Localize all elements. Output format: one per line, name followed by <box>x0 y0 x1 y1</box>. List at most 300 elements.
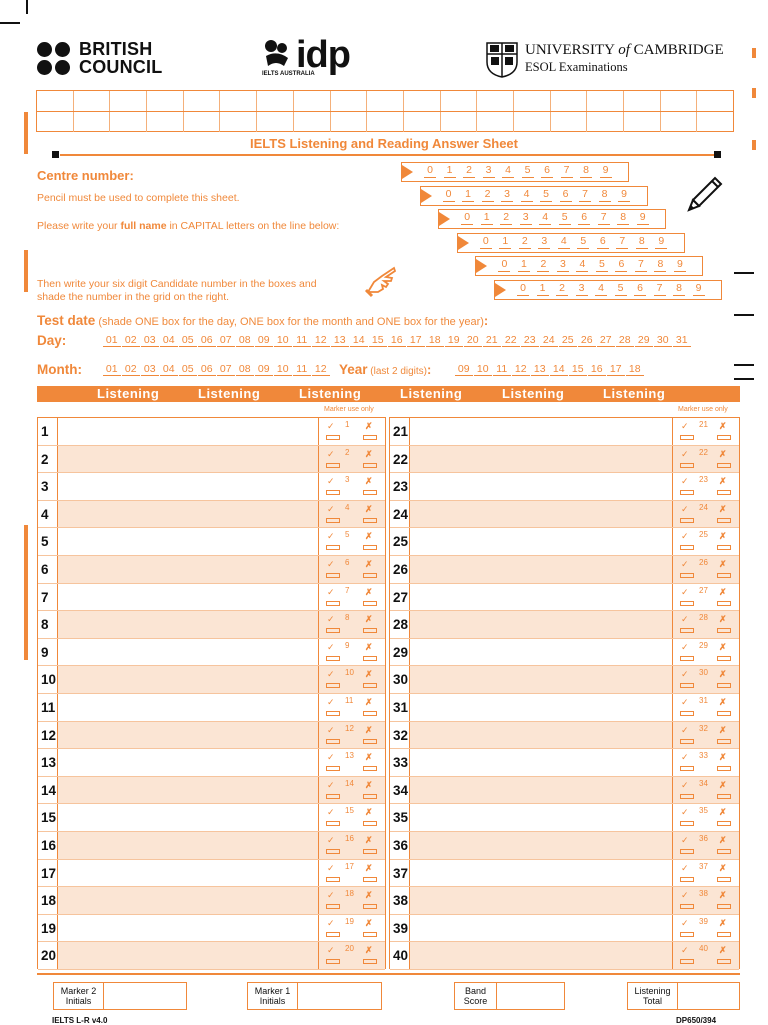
digit-option[interactable]: 7 <box>635 258 647 272</box>
incorrect-mark-box[interactable] <box>363 518 377 523</box>
incorrect-mark-box[interactable] <box>363 601 377 606</box>
digit-option[interactable]: 6 <box>615 258 627 272</box>
listening-total-box[interactable]: Listening Total <box>627 982 740 1010</box>
incorrect-mark-box[interactable] <box>363 959 377 964</box>
digit-option[interactable]: 4 <box>576 258 588 272</box>
name-letter-box[interactable] <box>331 112 368 132</box>
answer-field[interactable] <box>410 749 671 776</box>
correct-mark-box[interactable] <box>680 739 694 744</box>
answer-field[interactable] <box>58 556 317 583</box>
digit-option[interactable]: 9 <box>618 188 630 202</box>
correct-mark-box[interactable] <box>680 849 694 854</box>
correct-mark-box[interactable] <box>326 821 340 826</box>
digit-option[interactable]: 0 <box>424 164 436 178</box>
answer-field[interactable] <box>58 639 317 666</box>
row-pointer-icon <box>495 283 506 297</box>
date-option[interactable]: 24 <box>540 334 558 347</box>
incorrect-mark-box[interactable] <box>363 794 377 799</box>
answer-field[interactable] <box>58 915 317 942</box>
candidate-digit-row[interactable] <box>420 186 648 206</box>
name-letter-box[interactable] <box>184 112 221 132</box>
date-option[interactable]: 14 <box>550 363 568 376</box>
name-letter-box[interactable] <box>331 91 368 111</box>
correct-mark-box[interactable] <box>326 932 340 937</box>
name-letter-box[interactable] <box>220 91 257 111</box>
name-letter-box[interactable] <box>587 91 624 111</box>
digit-option[interactable]: 0 <box>461 211 473 225</box>
date-option[interactable]: 30 <box>654 334 672 347</box>
answer-field[interactable] <box>410 473 671 500</box>
date-option[interactable]: 15 <box>369 334 387 347</box>
correct-mark-box[interactable] <box>326 628 340 633</box>
name-letter-box[interactable] <box>514 112 551 132</box>
correct-mark-box[interactable] <box>326 545 340 550</box>
answer-field[interactable] <box>410 556 671 583</box>
digit-option[interactable]: 1 <box>481 211 493 225</box>
incorrect-mark-box[interactable] <box>717 877 731 882</box>
date-option[interactable]: 06 <box>198 334 216 347</box>
answer-field[interactable] <box>58 666 317 693</box>
digit-option[interactable]: 0 <box>498 258 510 272</box>
date-option[interactable]: 13 <box>331 334 349 347</box>
digit-option[interactable]: 1 <box>537 282 549 296</box>
question-number: 25 <box>390 528 410 555</box>
answer-field[interactable] <box>410 777 671 804</box>
correct-mark-box[interactable] <box>326 463 340 468</box>
date-option[interactable]: 03 <box>141 334 159 347</box>
correct-mark-box[interactable] <box>680 959 694 964</box>
answer-field[interactable] <box>58 749 317 776</box>
date-option[interactable]: 08 <box>236 363 254 376</box>
answer-field[interactable] <box>58 611 317 638</box>
digit-option[interactable]: 9 <box>637 211 649 225</box>
candidate-digit-row[interactable] <box>475 256 703 276</box>
incorrect-mark-box[interactable] <box>717 959 731 964</box>
name-letter-box[interactable] <box>587 112 624 132</box>
digit-option[interactable]: 4 <box>521 188 533 202</box>
correct-mark-box[interactable] <box>326 435 340 440</box>
answer-field[interactable] <box>58 501 317 528</box>
date-option[interactable]: 21 <box>483 334 501 347</box>
digit-option[interactable]: 8 <box>673 282 685 296</box>
date-option[interactable]: 23 <box>521 334 539 347</box>
digit-option[interactable]: 6 <box>541 164 553 178</box>
incorrect-mark-box[interactable] <box>717 739 731 744</box>
name-letter-box[interactable] <box>514 91 551 111</box>
rule-end-mark <box>714 151 721 158</box>
name-letter-box[interactable] <box>110 112 147 132</box>
incorrect-mark-box[interactable] <box>717 683 731 688</box>
candidate-digit-row[interactable] <box>457 233 685 253</box>
candidate-digit-row[interactable] <box>401 162 629 182</box>
name-letter-box[interactable] <box>220 112 257 132</box>
answer-field[interactable] <box>410 584 671 611</box>
correct-mark-box[interactable] <box>680 545 694 550</box>
date-option[interactable]: 26 <box>578 334 596 347</box>
question-number: 28 <box>390 611 410 638</box>
incorrect-mark-box[interactable] <box>363 932 377 937</box>
digit-option[interactable]: 6 <box>634 282 646 296</box>
digit-option[interactable]: 9 <box>674 258 686 272</box>
incorrect-mark-box[interactable] <box>363 628 377 633</box>
name-boxes[interactable] <box>36 90 734 132</box>
digit-option[interactable]: 5 <box>596 258 608 272</box>
digit-option[interactable]: 8 <box>599 188 611 202</box>
incorrect-mark-box[interactable] <box>363 877 377 882</box>
digit-option[interactable]: 5 <box>615 282 627 296</box>
digit-option[interactable]: 2 <box>463 164 475 178</box>
incorrect-mark-box[interactable] <box>363 739 377 744</box>
name-letter-box[interactable] <box>74 112 111 132</box>
date-option[interactable]: 19 <box>445 334 463 347</box>
date-option[interactable]: 07 <box>217 363 235 376</box>
answer-field[interactable] <box>58 584 317 611</box>
name-letter-box[interactable] <box>697 91 733 111</box>
digit-option[interactable]: 8 <box>654 258 666 272</box>
date-option[interactable]: 05 <box>179 363 197 376</box>
digit-option[interactable]: 7 <box>616 235 628 249</box>
date-option[interactable]: 03 <box>141 363 159 376</box>
answer-row <box>390 722 739 750</box>
correct-mark-box[interactable] <box>680 435 694 440</box>
answer-field[interactable] <box>58 473 317 500</box>
name-letter-box[interactable] <box>367 112 404 132</box>
answer-field[interactable] <box>58 887 317 914</box>
digit-option[interactable]: 3 <box>520 211 532 225</box>
date-option[interactable]: 11 <box>293 363 311 376</box>
name-letter-box[interactable] <box>404 112 441 132</box>
name-letter-box[interactable] <box>477 91 514 111</box>
date-option[interactable]: 17 <box>607 363 625 376</box>
correct-mark-box[interactable] <box>680 490 694 495</box>
incorrect-mark-box[interactable] <box>717 766 731 771</box>
answer-field[interactable] <box>58 777 317 804</box>
correct-mark-box[interactable] <box>680 821 694 826</box>
incorrect-mark-box[interactable] <box>363 545 377 550</box>
digit-option[interactable]: 9 <box>600 164 612 178</box>
correct-mark-box[interactable] <box>326 877 340 882</box>
date-option[interactable]: 18 <box>426 334 444 347</box>
digit-option[interactable]: 8 <box>580 164 592 178</box>
date-option[interactable]: 25 <box>559 334 577 347</box>
name-letter-box[interactable] <box>257 112 294 132</box>
date-option[interactable]: 29 <box>635 334 653 347</box>
incorrect-mark-box[interactable] <box>363 766 377 771</box>
digit-option[interactable]: 3 <box>557 258 569 272</box>
name-letter-box[interactable] <box>74 91 111 111</box>
answer-field[interactable] <box>58 418 317 445</box>
digit-option[interactable]: 6 <box>578 211 590 225</box>
name-letter-box[interactable] <box>551 91 588 111</box>
correct-mark-box[interactable] <box>680 711 694 716</box>
correct-mark-box[interactable] <box>326 656 340 661</box>
correct-mark-box[interactable] <box>680 877 694 882</box>
digit-option[interactable]: 4 <box>558 235 570 249</box>
marker-question-number: 26 <box>699 558 708 567</box>
correct-mark-box[interactable] <box>680 573 694 578</box>
digit-option[interactable]: 5 <box>559 211 571 225</box>
incorrect-mark-box[interactable] <box>363 490 377 495</box>
digit-option[interactable]: 7 <box>598 211 610 225</box>
digit-option[interactable]: 2 <box>519 235 531 249</box>
date-option[interactable]: 16 <box>388 334 406 347</box>
digit-option[interactable]: 1 <box>518 258 530 272</box>
date-option[interactable]: 15 <box>569 363 587 376</box>
answer-field[interactable] <box>410 418 671 445</box>
name-letter-box[interactable] <box>697 112 733 132</box>
incorrect-mark-box[interactable] <box>717 849 731 854</box>
answer-field[interactable] <box>410 666 671 693</box>
year-options[interactable] <box>455 363 645 376</box>
marker2-initials-box[interactable]: Marker 2 Initials <box>53 982 187 1010</box>
name-letter-box[interactable] <box>624 112 661 132</box>
incorrect-mark-box[interactable] <box>363 683 377 688</box>
name-letter-box[interactable] <box>551 112 588 132</box>
incorrect-mark-box[interactable] <box>717 490 731 495</box>
answer-row <box>38 777 385 805</box>
digit-option[interactable]: 4 <box>539 211 551 225</box>
answer-field[interactable] <box>58 446 317 473</box>
correct-mark-box[interactable] <box>680 656 694 661</box>
date-option[interactable]: 08 <box>236 334 254 347</box>
name-letter-box[interactable] <box>257 91 294 111</box>
date-option[interactable]: 28 <box>616 334 634 347</box>
date-option[interactable]: 20 <box>464 334 482 347</box>
answer-field[interactable] <box>410 915 671 942</box>
date-option[interactable]: 12 <box>312 334 330 347</box>
name-letter-box[interactable] <box>184 91 221 111</box>
row-pointer-icon <box>421 189 432 203</box>
incorrect-mark-box[interactable] <box>717 821 731 826</box>
answer-field[interactable] <box>410 860 671 887</box>
day-label: Day: <box>37 333 67 348</box>
answer-field[interactable] <box>410 804 671 831</box>
date-option[interactable]: 17 <box>407 334 425 347</box>
digit-option[interactable]: 5 <box>540 188 552 202</box>
incorrect-mark-box[interactable] <box>363 463 377 468</box>
incorrect-mark-box[interactable] <box>363 656 377 661</box>
name-letter-box[interactable] <box>661 91 698 111</box>
correct-mark-box[interactable] <box>326 573 340 578</box>
digit-option[interactable]: 2 <box>556 282 568 296</box>
date-option[interactable]: 09 <box>455 363 473 376</box>
correct-mark-box[interactable] <box>326 490 340 495</box>
answer-field[interactable] <box>410 832 671 859</box>
date-option[interactable]: 11 <box>493 363 511 376</box>
name-letter-box[interactable] <box>477 112 514 132</box>
date-option[interactable]: 18 <box>626 363 644 376</box>
correct-mark-box[interactable] <box>680 932 694 937</box>
date-option[interactable]: 04 <box>160 363 178 376</box>
date-option[interactable]: 10 <box>274 363 292 376</box>
correct-mark-box[interactable] <box>326 766 340 771</box>
incorrect-mark-box[interactable] <box>717 601 731 606</box>
date-option[interactable]: 02 <box>122 334 140 347</box>
answer-field[interactable] <box>410 611 671 638</box>
digit-option[interactable]: 1 <box>499 235 511 249</box>
date-option[interactable]: 13 <box>531 363 549 376</box>
correct-mark-box[interactable] <box>326 849 340 854</box>
footer <box>37 973 740 1015</box>
digit-option[interactable]: 6 <box>597 235 609 249</box>
digit-option[interactable]: 7 <box>579 188 591 202</box>
name-letter-box[interactable] <box>367 91 404 111</box>
tick-icon: ✓ <box>327 862 335 873</box>
digit-option[interactable]: 5 <box>577 235 589 249</box>
incorrect-mark-box[interactable] <box>363 904 377 909</box>
correct-mark-box[interactable] <box>326 518 340 523</box>
digit-option[interactable]: 2 <box>500 211 512 225</box>
date-option[interactable]: 06 <box>198 363 216 376</box>
correct-mark-box[interactable] <box>680 463 694 468</box>
digit-option[interactable]: 9 <box>655 235 667 249</box>
answer-field[interactable] <box>410 528 671 555</box>
incorrect-mark-box[interactable] <box>363 821 377 826</box>
date-option[interactable]: 01 <box>103 363 121 376</box>
date-option[interactable]: 14 <box>350 334 368 347</box>
digit-option[interactable]: 7 <box>654 282 666 296</box>
correct-mark-box[interactable] <box>680 601 694 606</box>
digit-option[interactable]: 3 <box>483 164 495 178</box>
date-option[interactable]: 09 <box>255 363 273 376</box>
digit-option[interactable]: 3 <box>576 282 588 296</box>
correct-mark-box[interactable] <box>680 766 694 771</box>
incorrect-mark-box[interactable] <box>717 518 731 523</box>
digit-option[interactable]: 9 <box>693 282 705 296</box>
answer-field[interactable] <box>410 722 671 749</box>
name-letter-box[interactable] <box>441 91 478 111</box>
date-option[interactable]: 04 <box>160 334 178 347</box>
name-letter-box[interactable] <box>37 112 74 132</box>
marker-question-number: 28 <box>699 613 708 623</box>
incorrect-mark-box[interactable] <box>363 711 377 716</box>
incorrect-mark-box[interactable] <box>717 628 731 633</box>
date-option[interactable]: 12 <box>512 363 530 376</box>
answer-field[interactable] <box>410 446 671 473</box>
candidate-digit-row[interactable] <box>494 280 722 300</box>
date-option[interactable]: 31 <box>673 334 691 347</box>
digit-option[interactable]: 3 <box>501 188 513 202</box>
digit-option[interactable]: 2 <box>537 258 549 272</box>
digit-option[interactable]: 1 <box>444 164 456 178</box>
correct-mark-box[interactable] <box>680 683 694 688</box>
incorrect-mark-box[interactable] <box>363 435 377 440</box>
incorrect-mark-box[interactable] <box>717 656 731 661</box>
correct-mark-box[interactable] <box>326 739 340 744</box>
date-option[interactable]: 01 <box>103 334 121 347</box>
answer-field[interactable] <box>58 694 317 721</box>
answer-field[interactable] <box>58 804 317 831</box>
incorrect-mark-box[interactable] <box>717 463 731 468</box>
name-letter-box[interactable] <box>37 91 74 111</box>
band-score-box[interactable]: Band Score <box>454 982 565 1010</box>
correct-mark-box[interactable] <box>326 959 340 964</box>
incorrect-mark-box[interactable] <box>717 573 731 578</box>
name-letter-box[interactable] <box>441 112 478 132</box>
correct-mark-box[interactable] <box>680 628 694 633</box>
correct-mark-box[interactable] <box>326 904 340 909</box>
date-option[interactable]: 09 <box>255 334 273 347</box>
date-option[interactable]: 11 <box>293 334 311 347</box>
correct-mark-box[interactable] <box>680 794 694 799</box>
digit-option[interactable]: 4 <box>595 282 607 296</box>
incorrect-mark-box[interactable] <box>717 794 731 799</box>
incorrect-mark-box[interactable] <box>717 545 731 550</box>
month-options[interactable] <box>103 363 331 376</box>
incorrect-mark-box[interactable] <box>717 435 731 440</box>
answer-row <box>390 942 739 970</box>
name-letter-box[interactable] <box>110 91 147 111</box>
digit-option[interactable]: 6 <box>560 188 572 202</box>
date-option[interactable]: 16 <box>588 363 606 376</box>
name-letter-box[interactable] <box>404 91 441 111</box>
incorrect-mark-box[interactable] <box>717 932 731 937</box>
answer-field[interactable] <box>58 832 317 859</box>
date-option[interactable]: 10 <box>474 363 492 376</box>
date-option[interactable]: 10 <box>274 334 292 347</box>
candidate-digit-row[interactable] <box>438 209 666 229</box>
date-option[interactable]: 22 <box>502 334 520 347</box>
cross-icon: ✗ <box>719 641 727 652</box>
answer-field[interactable] <box>58 860 317 887</box>
incorrect-mark-box[interactable] <box>363 849 377 854</box>
name-letter-box[interactable] <box>147 112 184 132</box>
date-option[interactable]: 12 <box>312 363 330 376</box>
digit-option[interactable]: 0 <box>443 188 455 202</box>
correct-mark-box[interactable] <box>326 601 340 606</box>
answer-field[interactable] <box>410 694 671 721</box>
digit-option[interactable]: 4 <box>502 164 514 178</box>
name-letter-box[interactable] <box>147 91 184 111</box>
digit-option[interactable]: 1 <box>462 188 474 202</box>
digit-option[interactable]: 7 <box>561 164 573 178</box>
incorrect-mark-box[interactable] <box>717 711 731 716</box>
date-option[interactable]: 27 <box>597 334 615 347</box>
name-letter-box[interactable] <box>294 112 331 132</box>
date-option[interactable]: 07 <box>217 334 235 347</box>
date-option[interactable]: 05 <box>179 334 197 347</box>
answer-field[interactable] <box>58 942 317 969</box>
answer-field[interactable] <box>58 722 317 749</box>
name-letter-box[interactable] <box>624 91 661 111</box>
digit-option[interactable]: 3 <box>538 235 550 249</box>
digit-option[interactable]: 0 <box>517 282 529 296</box>
answer-field[interactable] <box>410 639 671 666</box>
digit-option[interactable]: 0 <box>480 235 492 249</box>
digit-option[interactable]: 5 <box>522 164 534 178</box>
incorrect-mark-box[interactable] <box>717 904 731 909</box>
name-letter-box[interactable] <box>294 91 331 111</box>
answer-field[interactable] <box>410 887 671 914</box>
answer-row <box>38 694 385 722</box>
answer-field[interactable] <box>410 501 671 528</box>
answer-field[interactable] <box>410 942 671 969</box>
answer-field[interactable] <box>58 528 317 555</box>
date-option[interactable]: 02 <box>122 363 140 376</box>
name-letter-box[interactable] <box>661 112 698 132</box>
day-options[interactable] <box>103 334 692 347</box>
incorrect-mark-box[interactable] <box>363 573 377 578</box>
digit-option[interactable]: 8 <box>617 211 629 225</box>
correct-mark-box[interactable] <box>326 711 340 716</box>
correct-mark-box[interactable] <box>326 683 340 688</box>
correct-mark-box[interactable] <box>680 518 694 523</box>
marker1-initials-box[interactable]: Marker 1 Initials <box>247 982 382 1010</box>
correct-mark-box[interactable] <box>680 904 694 909</box>
digit-option[interactable]: 2 <box>482 188 494 202</box>
digit-option[interactable]: 8 <box>636 235 648 249</box>
correct-mark-box[interactable] <box>326 794 340 799</box>
